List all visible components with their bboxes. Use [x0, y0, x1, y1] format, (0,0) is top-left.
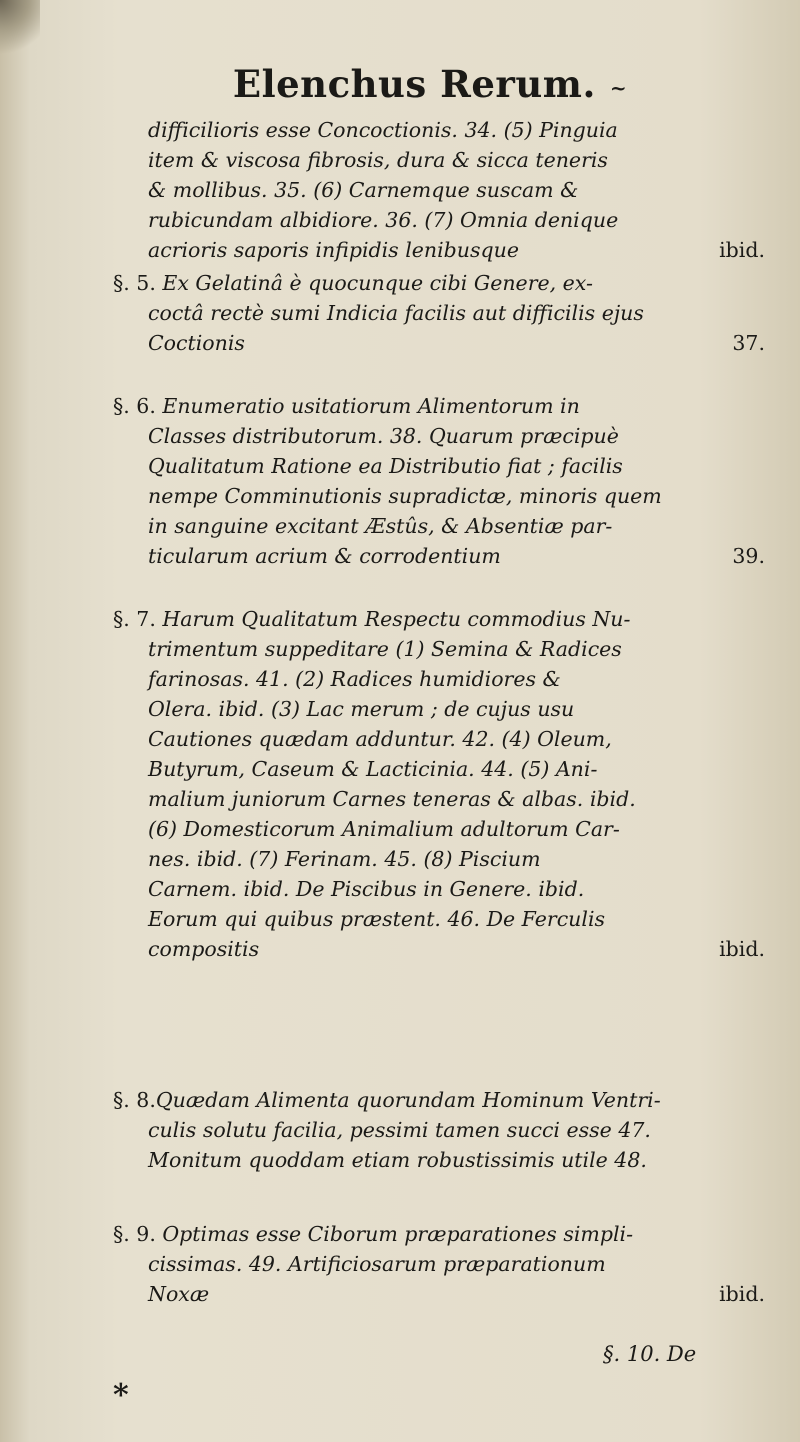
text-line: §. 7. Harum Qualitatum Respectu commodius Nu- [113, 607, 631, 631]
text-line: Noxæ ibid. [113, 1279, 800, 1309]
section-text [113, 391, 800, 571]
text-line: acrioris saporis infipidis lenibusque ibid. [148, 235, 800, 265]
text-line: §. 8.Quædam Alimenta quorundam Hominum Ventri- [113, 1088, 661, 1112]
section-number: §. 9. [113, 1222, 156, 1246]
text-line: Coctionis 37. [113, 328, 800, 358]
section-number: §. 5. [113, 271, 156, 295]
page-reference: ibid. [719, 238, 765, 262]
text-line: rubicundam albidiore. 36. (7) Omnia denique [148, 208, 619, 232]
text-line: coctâ rectè sumi Indicia facilis aut difficilis ejus [148, 301, 644, 325]
page-reference: 37. [732, 331, 765, 355]
text-line: item & viscosa fibrosis, dura & sicca teneris [148, 148, 608, 172]
text-line: difficilioris esse Concoctionis. 34. (5) Pinguia [148, 118, 618, 142]
page-reference: ibid. [719, 1282, 765, 1306]
text-line: §. 6. Enumeratio usitatiorum Alimentorum in [113, 394, 580, 418]
text-line: Olera. ibid. (3) Lac merum ; de cujus usu [148, 697, 575, 721]
section-text [113, 1085, 800, 1175]
text-line: §. 9. Optimas esse Ciborum præparationes simpli- [113, 1222, 634, 1246]
page-reference: 39. [732, 544, 765, 568]
section-text [148, 115, 800, 265]
running-head-mark: ~ [609, 75, 628, 100]
page-corner-stain [0, 0, 40, 60]
text-line: (6) Domesticorum Animalium adultorum Car- [148, 817, 620, 841]
text-line: Carnem. ibid. De Piscibus in Genere. ibid. [148, 877, 585, 901]
text-line: cissimas. 49. Artificiosarum præparationum [148, 1252, 606, 1276]
text-line: Eorum qui quibus præstent. 46. De Ferculis [148, 907, 606, 931]
text-line: §. 5. Ex Gelatinâ è quocunque cibi Genere, ex- [113, 271, 593, 295]
section-text [113, 268, 800, 358]
section-number: §. 6. [113, 394, 156, 418]
section-text [113, 1219, 800, 1309]
running-head [0, 62, 800, 106]
text-line: in sanguine excitant Æstûs, & Absentiæ par- [148, 514, 613, 538]
signature-mark: * [113, 1378, 129, 1413]
text-line: culis solutu facilia, pessimi tamen succi esse 47. [148, 1118, 651, 1142]
text-line: nes. ibid. (7) Ferinam. 45. (8) Piscium [148, 847, 541, 871]
text-line: Monitum quoddam etiam robustissimis utile 48. [148, 1148, 647, 1172]
page-reference: ibid. [719, 937, 765, 961]
text-line: farinosas. 41. (2) Radices humidiores & [148, 667, 561, 691]
running-head-title: Elenchus Rerum. [232, 62, 596, 106]
text-line: & mollibus. 35. (6) Carnemque suscam & [148, 178, 579, 202]
text-line: Cautiones quædam adduntur. 42. (4) Oleum, [148, 727, 612, 751]
text-line: Butyrum, Caseum & Lacticinia. 44. (5) Ani- [148, 757, 598, 781]
text-line: nempe Comminutionis supradictæ, minoris quem [148, 484, 662, 508]
text-line: malium juniorum Carnes teneras & albas. ibid. [148, 787, 636, 811]
section-number: §. 8. [113, 1088, 156, 1112]
section-text [113, 604, 800, 964]
text-line: Qualitatum Ratione ea Distributio fiat ; facilis [148, 454, 623, 478]
text-line: Classes distributorum. 38. Quarum præcipuè [148, 424, 619, 448]
text-line: trimentum suppeditare (1) Semina & Radices [148, 637, 622, 661]
section-number: §. 7. [113, 607, 156, 631]
catchword: §. 10. De [603, 1342, 697, 1366]
text-line: compositis ibid. [113, 934, 800, 964]
text-line: ticularum acrium & corrodentium 39. [113, 541, 800, 571]
